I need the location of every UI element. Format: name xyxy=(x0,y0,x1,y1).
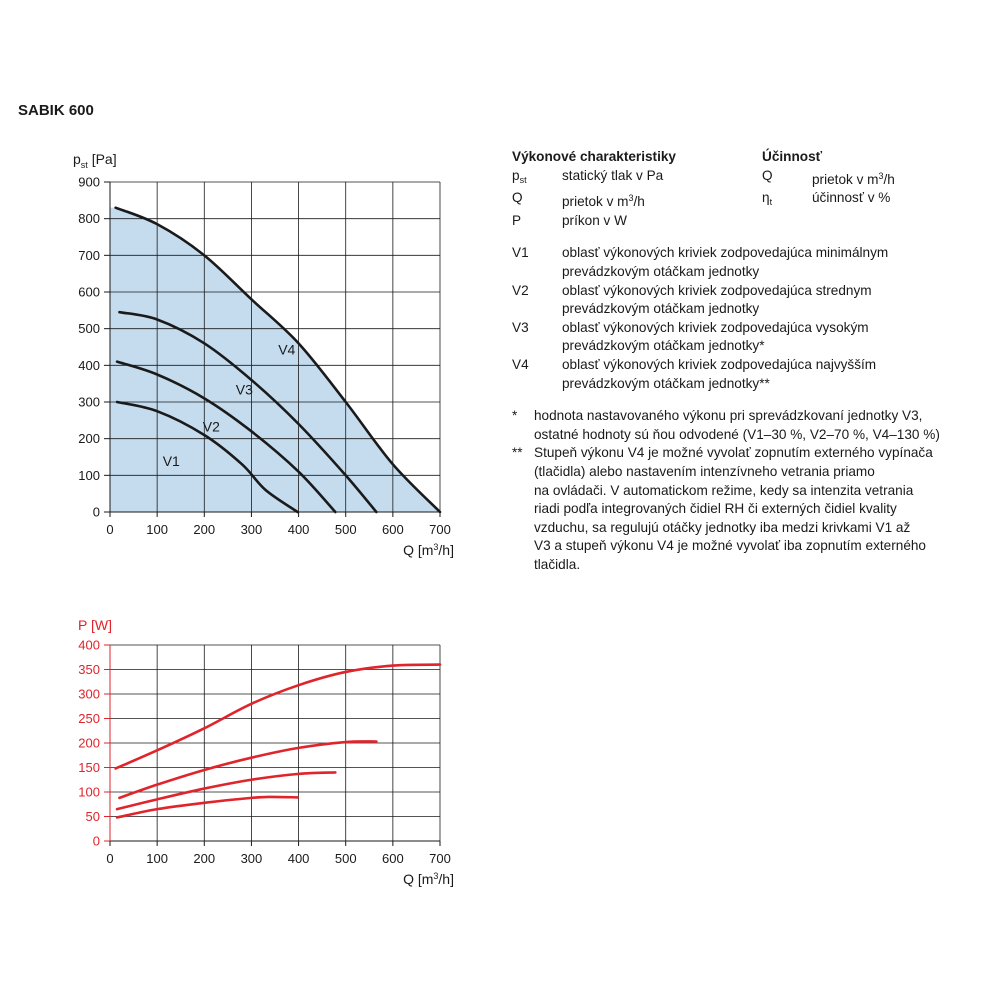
power-x-axis-label: Q $[m^3/h]$ xyxy=(403,871,454,887)
legend-note xyxy=(512,444,982,574)
pressure-curve-label-v1: V1 xyxy=(162,453,180,470)
pressure-y-tick-label: 500 xyxy=(78,321,100,337)
legend-note-line: na ovládači. V automatickom režime, kedy sa intenzita vetrania xyxy=(534,482,914,498)
power-x-tick-label: 200 xyxy=(193,851,216,866)
legend-note-line: ostatné hodnoty sú ňou odvodené (V1–30 %, V2–70 %, V4–130 %) xyxy=(534,426,940,442)
legend-speed-text xyxy=(562,319,982,356)
pressure-y-tick-label: 400 xyxy=(78,357,100,373)
legend-speed-line: oblasť výkonových kriviek zodpovedajúca strednym xyxy=(562,282,872,298)
legend-speed-line: oblasť výkonových kriviek zodpovedajúca minimálnym xyxy=(562,245,889,261)
power-x-tick-label: 400 xyxy=(287,851,310,866)
legend-header xyxy=(512,148,982,167)
power-y-tick-label: 400 xyxy=(78,637,100,653)
power-x-tick-label: 100 xyxy=(146,851,168,866)
pressure-y-tick-label: 300 xyxy=(78,394,100,410)
legend-efficiency-symbol: Q xyxy=(762,167,773,183)
legend-speed-text xyxy=(562,244,982,281)
power-y-tick-label: 300 xyxy=(78,686,100,702)
legend-note xyxy=(512,407,982,444)
legend-head-performance: Výkonové charakteristiky xyxy=(512,149,676,164)
legend-head-efficiency: Účinnosť xyxy=(762,149,823,164)
legend-symbol: $p_{st}$ xyxy=(512,167,527,185)
pressure-y-tick-label: 700 xyxy=(78,247,100,263)
pressure-x-axis-label: Q $[m^3/h]$ xyxy=(403,542,454,558)
legend-speed-row xyxy=(512,282,982,319)
power-x-tick-label: 700 xyxy=(429,851,451,866)
legend-efficiency-symbol: $\eta_t$ xyxy=(762,190,773,208)
pressure-curve-label-v4: V4 xyxy=(278,341,296,358)
legend-symbols xyxy=(512,167,982,231)
power-y-tick-label: 50 xyxy=(85,809,100,824)
legend xyxy=(512,148,982,574)
power-curve-1 xyxy=(117,797,298,818)
legend-symbol-desc: príkon v W xyxy=(562,212,627,228)
legend-speed-line: oblasť výkonových kriviek zodpovedajúca najvyšším xyxy=(562,356,877,372)
legend-note-line: hodnota nastavovaného výkonu pri sprevádzkovaní jednotky V3, xyxy=(534,408,923,424)
pressure-y-tick-label: 100 xyxy=(78,467,100,483)
legend-symbol-sub: st xyxy=(519,174,527,185)
legend-efficiency-desc: účinnosť v % xyxy=(812,190,891,206)
legend-speed-text xyxy=(562,356,982,393)
pressure-x-tick-label: 700 xyxy=(429,522,451,537)
pressure-curve-label-v3: V3 xyxy=(235,381,253,398)
legend-note-line: V3 a stupeň výkonu V4 je možné vyvolať iba zopnutím externého xyxy=(534,538,926,554)
power-x-tick-label: 0 xyxy=(106,851,114,866)
pressure-x-tick-label: 0 xyxy=(106,522,114,537)
pressure-y-tick-label: 0 xyxy=(92,504,100,520)
legend-note-line: riadi podľa integrovaných čidiel RH či externých čidiel kvality xyxy=(534,501,897,517)
pressure-x-tick-label: 200 xyxy=(193,522,216,537)
power-x-tick-label: 600 xyxy=(382,851,404,866)
legend-efficiency-desc-sup: 3 xyxy=(878,170,884,181)
power-y-tick-label: 200 xyxy=(78,735,100,751)
legend-speed-row xyxy=(512,319,982,356)
legend-symbol-row xyxy=(512,189,982,212)
legend-symbol-desc-sup: 3 xyxy=(628,193,634,204)
legend-efficiency-symbol-sub: t xyxy=(769,197,773,208)
legend-symbol: Q xyxy=(512,190,523,206)
power-x-tick-label: 500 xyxy=(334,851,357,866)
legend-speed-line: oblasť výkonových kriviek zodpovedajúca vysokým xyxy=(562,319,869,335)
pressure-x-tick-label: 300 xyxy=(240,522,263,537)
legend-notes xyxy=(512,407,982,574)
power-y-tick-label: 250 xyxy=(78,711,100,726)
power-curve-2 xyxy=(117,772,335,809)
legend-symbol-desc: prietok v $m^3/h$ xyxy=(562,193,645,210)
power-x-tick-label: 300 xyxy=(240,851,263,866)
pressure-y-tick-label: 600 xyxy=(78,284,100,300)
power-y-tick-label: 0 xyxy=(92,833,100,849)
chart-title: SABIK 600 xyxy=(18,102,94,119)
pressure-x-tick-label: 400 xyxy=(287,522,310,537)
legend-symbol-row xyxy=(512,212,982,231)
pressure-y-axis-label: $p_{st}$ [Pa] xyxy=(73,151,117,170)
pressure-y-tick-label: 900 xyxy=(78,174,100,190)
legend-speed-key: V4 xyxy=(512,356,529,372)
legend-speed-line: prevádzkovým otáčkam jednotky xyxy=(562,301,760,317)
legend-symbol: P xyxy=(512,212,522,228)
pressure-x-tick-label: 500 xyxy=(334,522,357,537)
legend-note-line: tlačidla. xyxy=(534,556,581,572)
legend-speed-line: prevádzkovým otáčkam jednotky** xyxy=(562,375,770,391)
pressure-y-tick-label: 800 xyxy=(78,211,100,227)
legend-note-key: ** xyxy=(512,445,523,461)
legend-note-line: vzduchu, sa regulujú otáčky jednotky iba medzi krivkami V1 až xyxy=(534,519,911,535)
legend-speed-key: V2 xyxy=(512,282,529,298)
legend-note-line: Stupeň výkonu V4 je možné vyvolať zopnutím externého vypínača xyxy=(534,445,933,461)
legend-symbol-row xyxy=(512,167,982,190)
pressure-x-tick-label: 600 xyxy=(382,522,404,537)
legend-speed-line: prevádzkovým otáčkam jednotky xyxy=(562,263,760,279)
pressure-x-tick-label: 100 xyxy=(146,522,168,537)
legend-note-text xyxy=(534,407,982,444)
power-y-axis-label: P [W] xyxy=(78,617,112,633)
legend-speed-line: prevádzkovým otáčkam jednotky* xyxy=(562,338,765,354)
legend-speed-row xyxy=(512,356,982,393)
pressure-curve-label-v2: V2 xyxy=(202,418,220,435)
legend-speed-key: V3 xyxy=(512,319,529,335)
legend-speed-levels xyxy=(512,244,982,393)
power-y-tick-label: 100 xyxy=(78,784,100,800)
legend-note-key: * xyxy=(512,408,518,424)
power-y-tick-label: 150 xyxy=(78,760,100,775)
legend-note-text xyxy=(534,444,982,574)
legend-note-line: (tlačidla) alebo nastavením intenzívneho vetrania priamo xyxy=(534,463,875,479)
legend-symbol-desc: statický tlak v Pa xyxy=(562,167,664,183)
legend-speed-key: V1 xyxy=(512,245,529,261)
pressure-area-fill xyxy=(110,208,440,512)
legend-efficiency-desc: prietok v $m^3/h$ xyxy=(812,170,895,187)
legend-speed-row xyxy=(512,244,982,281)
pressure-y-tick-label: 200 xyxy=(78,431,100,447)
power-y-tick-label: 350 xyxy=(78,662,100,677)
legend-speed-text xyxy=(562,282,982,319)
